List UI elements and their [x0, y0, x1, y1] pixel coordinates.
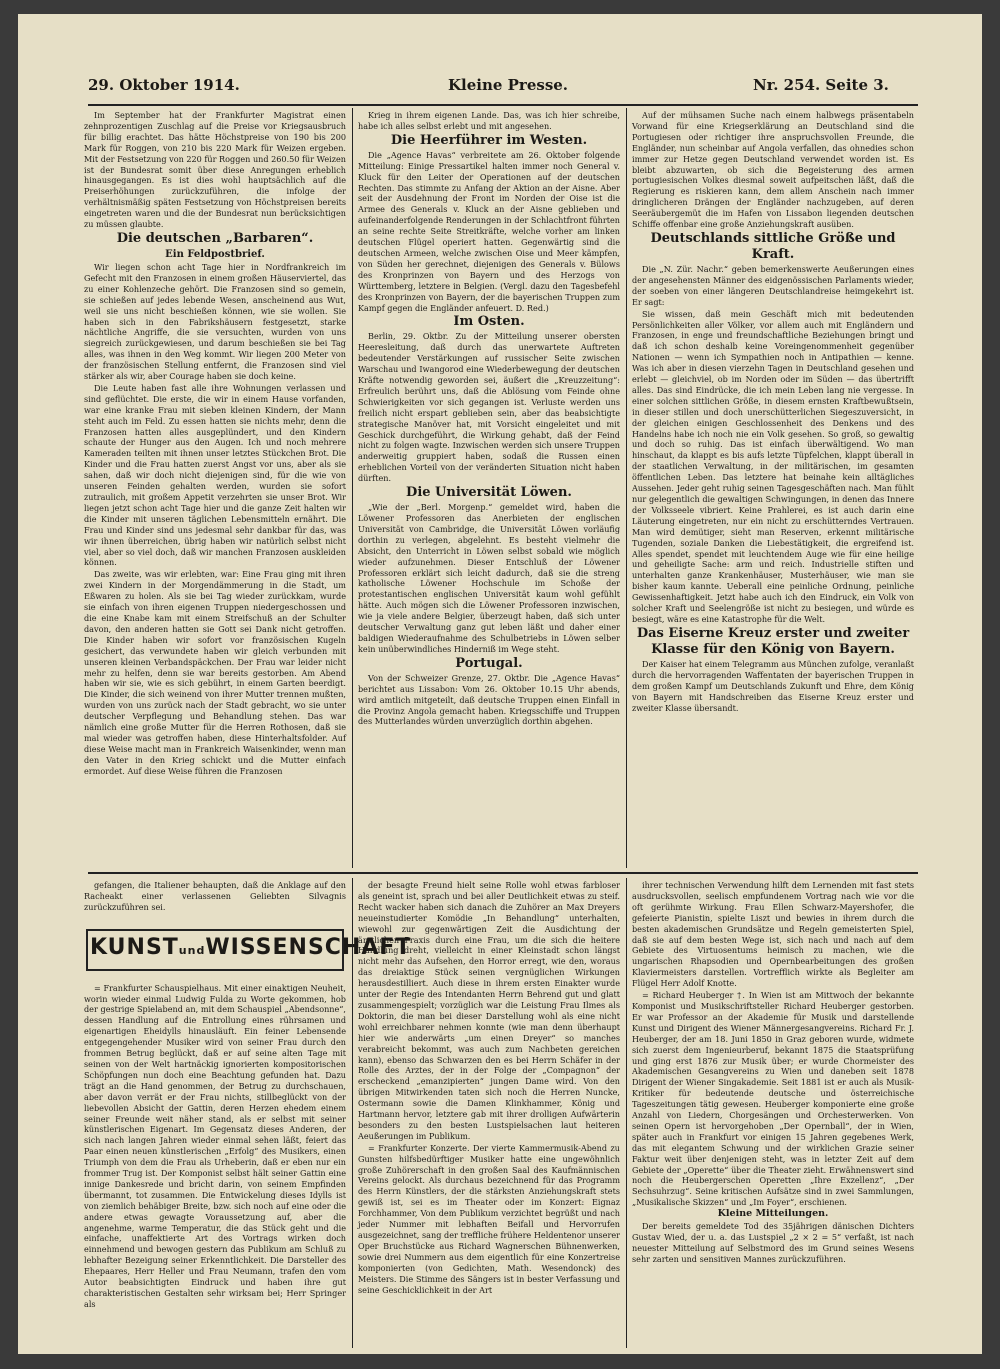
column-2 — [358, 110, 620, 870]
article-text: Auf der mühsamen Suche nach einem halbwegs präsentabeln Vorwand für eine Kriegserklärung an Deutschland sind die Portugiesen oder richtiger ihre anspruchsvollen Freunde, die Engländer, nun scheinbar auf Angola verfallen, das ohnedies schon immer zur Hetze gegen Deutschland verwendet worden ist. Es bleibt abzuwarten, ob sich die Begeisterung des armen portugiesischen Volkes diesmal soweit aufpeitschen läßt, daß die Regierung es riskieren kann, dem allem Anschein nach immer dringlicheren Drängen der Engländer nachzugeben, auf deren Seeräubergemüt die im Hafen von Lissabon liegenden deutschen Schiffe offenbar eine große Anziehungskraft ausüben. — [632, 110, 914, 230]
feuilleton-column-2 — [358, 880, 620, 1350]
article-text: gefangen, die Italiener behaupten, daß die Anklage auf den Racheakt einer verlassenen Geliebten Silvagnis zurückzuführen sei. — [84, 880, 346, 912]
column-divider — [352, 108, 353, 868]
article-text: ihrer technischen Verwendung hilft dem Lernenden mit fast stets ausdrucksvollen, seelisch empfundenem Vortrag nach wie vor die oft gerühmte Wirkung. Frau Ellen Schwarz-Mayershofer, die gefeierte Pianistin, spielte Liszt und bewies in ihrem durch die besten akademischen Grundsätze und Regeln gemeisterten Spiel, daß sie auf dem besten Wege ist, sich nach und nach auf dem Gebiete des Virtuosentums heimisch zu machen, wie die ungarischen Rhapsodien und Opernbearbeitungen des großen Klaviermeisters darstellen. Vortrefflich wirkte als Begleiter am Flügel Herr Adolf Knotte. — [632, 880, 914, 989]
article-title: Die Universität Löwen. — [406, 485, 572, 501]
article-text: „Wie der „Berl. Morgenp.“ gemeldet wird, haben die Löwener Professoren das Anerbieten der englischen Universität von Cambridge, die Universität Löwen vorläufig dorthin zu verlegen, abgelehnt. Es besteht vielmehr die Absicht, den Unterricht in Löwen selbst sobald wie möglich wieder aufzunehmen. Dieser Entschluß der Löwener Professoren erklärt sich leicht dadurch, daß sie die streng katholische Löwener Hochschule im Schoße der protestantischen englischen Universität kaum wohl gefühlt hätte. Auch mögen sich die Löwener Professoren inzwischen, wie ja viele andere Belgier, überzeugt haben, daß sich unter deutscher Verwaltung ganz gut leben läßt und daher einer baldigen Wiederaufnahme des Schulbetriebs in Löwen selber kein unüberwindliches Hinderniß im Wege steht. — [358, 502, 620, 654]
column-1 — [84, 110, 346, 870]
article-text: Von der Schweizer Grenze, 27. Oktbr. Die „Agence Havas“ berichtet aus Lissabon: Vom 26. Oktober 10.15 Uhr abends, wird amtlich mitgeteilt, daß deutsche Truppen einen Einfall in die Provinz Angola gemacht haben. Kriegsschiffe und Truppen des Mutterlandes würden unverzüglich dorthin abgehen. — [358, 672, 620, 727]
article-title: Kleine Mitteilungen. — [717, 1208, 829, 1220]
column-divider — [626, 108, 627, 868]
page-header — [88, 76, 918, 102]
article-text: = Richard Heuberger †. In Wien ist am Mittwoch der bekannte Komponist und Musikschriftsteller Richard Heuberger gestorben. Er war Professor an der Akademie für Musik und darstellende Kunst und Dirigent des Wiener Männergesangvereins. Richard Fr. J. Heuberger, der am 18. Juni 1850 in Graz geboren wurde, widmete sich zuerst dem Ingenieurberuf, bekannt 1875 die Staatsprüfung und ging erst 1876 zur Musik über; er wurde Chormeister des Akademischen Gesangvereins zu Wien und daneben seit 1878 Dirigent der Wiener Singakademie. Seit 1881 ist er auch als Musik-Kritiker für bedeutende deutsche und österreichische Tageszeitungen tätig gewesen. Heuberger komponierte eine große Anzahl von Liedern, Chorgesängen und Orchesterwerken. Von seinen Opern ist hervorgehoben „Der Opernball“, der in Wien, später auch in Frankfurt vor einigen 15 Jahren gegebenes Werk, das mit elegantem Schwung und der wirklichen Grazie seiner Faktur weit über denjenigen steht, was in letzter Zeit auf dem Gebiete der „Operette“ über die Theater zieht. Erwähnenswert sind noch die Heubergerschen Operetten „Ihre Exzellenz“, „Der Sechsuhrzug“. Seine kritischen Aufsätze sind in zwei Sammlungen, „Musikalische Skizzen“ und „Im Foyer“, erschienen. — [632, 990, 914, 1208]
article-text: Der bereits gemeldete Tod des 35jährigen dänischen Dichters Gustav Wied, der u. a. das Lustspiel „2 × 2 = 5“ verfaßt, ist nach neuester Mitteilung auf Selbstmord des im Grund seines Wesens sehr zarten und sensitiven Mannes zurückzuführen. — [632, 1221, 914, 1264]
header-paper-title: Kleine Presse. — [448, 76, 569, 94]
article-text: Sie wissen, daß mein Geschäft mich mit bedeutenden Persönlichkeiten aller Völker, vor allem auch mit Engländern und Franzosen, in enge und freundschaftliche Beziehungen bringt und daß ich schon deshalb keine Voreingenommenheit gegenüber Nationen — wenn ich Sympathien noch in Antipathien — kenne. Was ich aber in diesen vierzehn Tagen in Deutschland gesehen und erlebt — gleichviel, ob im Norden oder im Süden — das übertrifft alles. Das sind Eindrücke, die ich mein Leben lang nie vergesse. In einer solchen sittlichen Größe, in diesem ernsten Kraftbewußtsein, in dieser stillen und doch unerschütterlichen Siegeszuversicht, in der gleichen einigen Geschlossenheit des Denkens und des Handelns habe ich noch nie ein Volk gesehen. So groß, so gewaltig und doch so ruhig. Das ist einfach überwältigend. Wo man hinschaut, da klappt es bis aufs letzte Tüpfelchen, klappt überall in der staatlichen Verwaltung, in der militärischen, im gesamten öffentlichen Leben. Das letztere hat beinahe kein alltägliches Aussehen. Jeder geht ruhig seinen Tagesgeschäften nach. Man fühlt nur gelegentlich die gewaltigen Schwingungen, in denen das Innere der Volksseele vibriert. Keine Prahlerei, es ist auch darin eine Läuterung eingetreten, nur ein nicht zu erschütterndes Vertrauen. Man wird demütiger, sieht man Reserven, erkennt militärische Tugenden, soziale Danken die Liebestätigkeit, die ergreifend ist. Alles spendet, spendet mit leuchtendem Auge wie für eine heilige und geheiligte Sache: arm und reich. Industrielle stiften und unterhalten ganze Krankenhäuser, Musterhäuser, wie man sie bisher kaum kannte. Ueberall eine peinliche Ordnung, peinliche Gewissenhaftigkeit. Jetzt habe auch ich den Eindruck, ein Volk von solcher Kraft und Seelengröße ist nicht zu besiegen, und würde es besiegt, wäre es eine Katastrophe für die Welt. — [632, 308, 914, 624]
article-title: Im Osten. — [453, 314, 525, 330]
feuilleton-column-1 — [84, 880, 412, 1350]
article-text: Der Kaiser hat einem Telegramm aus München zufolge, veranlaßt durch die hervorragenden Waffentaten der bayerischen Truppen in dem großen Kampf um Deutschlands Zukunft und Ehre, dem König von Bayern mit Handschreiben das Eiserne Kreuz erster und zweiter Klasse übersandt. — [632, 658, 914, 713]
header-rule — [88, 104, 918, 106]
article-title: Die Heerführer im Westen. — [390, 132, 588, 148]
article-text: Das zweite, was wir erlebten, war: Eine Frau ging mit ihren zwei Kindern in der Morgendämmerung in die Stadt, um Eßwaren zu holen. Als sie bei Tag wieder zurückkam, wurde sie einfach von ihren eigenen Truppen niedergeschossen und die eine Knabe kam mit einem Streifschuß an der Schulter davon, den anderen hatten sie Gott sei Dank nicht getroffen. Die Kinder haben wir sofort vor französischen Kugeln gesichert, das verwundete haben wir gleich verbunden mit unseren kleinen Verbandspäckchen. Der Frau war leider nicht mehr zu helfen, denn sie war bereits gestorben. Am Abend haben wir sie, wie es sich gebührt, in einem Garten beerdigt. Die Kinder, die sich weinend von ihrer Mutter trennen mußten, wurden von uns zurück nach der Stadt gebracht, wo sie unter deutscher Verpflegung und Behandlung stehen. Das war nämlich eine große Mutter für die Herren Rothosen, daß sie mal wieder was getroffen haben, diese Hinterhaltsfolder. Auf diese Weise macht man in Frankreich Waisenkinder, wenn man den Vater in den Krieg schickt und die Mutter einfach ermordet. Auf diese Weise führen die Franzosen — [84, 569, 346, 776]
article-title: Die deutschen „Barbaren“. — [116, 230, 314, 246]
article-text: = Frankfurter Schauspielhaus. Mit einer einaktigen Neuheit, worin wieder einmal Ludwig Fulda zu Worte gekommen, hob der gestrige Spielabend an, mit dem Schauspiel „Abendsonne“, dessen Handlung auf die Entrollung eines rührsamen und eigenartigen Eheidylls hinausläuft. Ein feiner Lebensende entgegengehender Musiker wird von seiner Frau durch den frommen Betrug beglückt, daß er auf seine alten Tage mit seinen von der Welt hartnäckig ignorierten kompositorischen Schöpfungen nun doch eine Beachtung gefunden hat. Dazu trägt an die Hand genommen, der Betrug zu durchschauen, aber davon verrät er der Frau nichts, stillbeglückt von der liebevollen Absicht der Gattin, deren Herzen ehedem einem seiner Freunde weit näher stand, als er selbst mit seiner künstlerischen Eigenart. Im Gegensatz dieses Anderen, der sich nach langen Jahren wieder einmal sehen läßt, feiert das Paar einen neuen künstlerischen „Erfolg“ des Musikers, einen Triumph von dem die Frau als Urheberin, daß er eben nur ein frommer Trug ist. Der Komponist selbst hält seiner Gattin eine innige Dankesrede und bricht darin, von seinem Empfinden übermannt, tot zusammen. Die Entwickelung dieses Idylls ist von ziemlich behäbiger Breite, bzw. sich noch auf eine oder die andere etwas gewagte Voraussetzung auf, aber die angenehme, warme Temperatur, die das Stück geht und die einfache, unaffektierte Art des Vortrags wirken doch einnehmend und bewogen gestern das Publikum am Schluß zu lebhafter Bezeigung seiner Erkenntlichkeit. Die Darsteller des Ehepaares, Herr Heller und Frau Neumann, trafen den vom Autor beabsichtigten Eindruck und haben ihre gut charakteristischen Gestalten sehr wirksam bei; Herr Springer als — [84, 982, 346, 1309]
article-text: der besagte Freund hielt seine Rolle wohl etwas farbloser als geneint ist, sprach und bei aller Deutlichkeit etwas zu steif. Recht wacker haben sich danach die Zuhörer an Max Dreyers neueinstudierter Komödie „In Behandlung“ unterhalten, wiewohl zur gegenwärtigen Zeit die Ausdichtung der ärztlichen Praxis durch eine Frau, um die sich die heitere Handlung dreht, vielleicht in einer Kleinstadt schon längst nicht mehr das Aufsehen, den Horror erregt, wie den, woraus das dreiaktige Stück seinen vergnüglichen Wirkungen herausdestilliert. Auch diese in ihrem ersten Einakter wurde unter der Regie des Intendanten Herrn Behrend gut und glatt zusammengespielt; vorzüglich war die Leistung Frau Ilmes als Doktorin, die man bei dieser Darstellung wohl als eine nicht wohl erreichbarer nehmen konnte (wie man denn überhaupt hier wie anderwärts „um einen Dreyer“ so manches verabreicht bekommt, was auch zum Nachbeten gereichen kann), ebenso das Schwarzen den es bei Herrn Schäfer in der Rolle des Arztes, der in der Folge der „Compagnon“ der erscheckend „emanzipierten“ jungen Dame wird. Von den übrigen Mitwirkenden taten sich noch die Herren Nuncke, Ostermann sowie die Damen Klinkhammer, König und Hartmann hervor, letztere gab mit ihrer drolligen Aufwärterin besonders zu den besten Lustspielsachen laut heiteren Aeußerungen im Publikum. — [358, 880, 620, 1141]
article-lead: Die „N. Zür. Nachr.“ geben bemerkenswerte Aeußerungen eines der angesehensten Männer des eidgenössischen Parlaments wieder, der soeben von einer längeren Deutschlandreise heimgekehrt ist. Er sagt: — [632, 263, 914, 307]
article-subtitle: Ein Feldpostbrief. — [165, 248, 265, 260]
newspaper-page — [18, 14, 982, 1354]
article-text: Krieg in ihrem eigenen Lande. Das, was ich hier schreibe, habe ich alles selbst erlebt und mit angesehen. — [358, 110, 620, 131]
column-divider — [626, 878, 627, 1348]
article-text: Die „Agence Havas“ verbreitete am 26. Oktober folgende Mitteilung: Einige Pressartikel halten immer noch General v. Kluck für den Leiter der Operationen auf der deutschen Rechten. Das stimmte zu Anfang der Aktion an der Aisne. Aber seit der Ausdehnung der Front im Norden der Oise ist die Armee des Generals v. Kluck an der Aisne geblieben und aufeinanderfolgende Renderungen in der Schlachtfront führten an seine rechte Seite Streitkräfte, welche vorher am linken deutschen Flügel operiert hatten. Gegenwärtig sind die deutschen Armeen, welche zwischen Oise und Meer kämpfen, von Süden her gerechnet, diejenigen des Generals v. Bülows des Kronprinzen von Bayern und des Herzogs von Württemberg, letztere in Belgien. (Vergl. dazu den Tagesbefehl des Kronprinzen von Bayern, der die bayerischen Truppen zum Kampf gegen die Engländer anfeuert. D. Red.) — [358, 149, 620, 313]
article-title: Das Eiserne Kreuz erster und zweiter Klasse für den König von Bayern. — [636, 625, 910, 657]
column-3 — [632, 110, 914, 870]
article-text: Im September hat der Frankfurter Magistrat einen zehnprozentigen Zuschlag auf die Preise vor Kriegsausbruch für billig erachtet. Das hätte Höchstpreise von 190 bis 200 Mark für Roggen, von 210 bis 220 Mark für Weizen ergeben. Mit der Festsetzung von 220 für Roggen und 260.50 für Weizen ist der Bundesrat somit über diese Anregungen erheblich hinausgegangen. Es ist dies wohl hauptsächlich auf die Preiserhöhungen zurückzuführen, die infolge der verhältnismäßig späten Festsetzung von Höchstpreisen bereits eingetreten waren und die der Bundesrat nun berücksichtigen zu müssen glaubte. — [84, 110, 346, 230]
banner-word: KUNST — [90, 934, 179, 960]
header-issue-number: Nr. 254. Seite 3. — [753, 76, 889, 94]
banner-connector: und — [178, 943, 206, 957]
article-title: Deutschlands sittliche Größe und Kraft. — [650, 230, 896, 262]
article-text: Wir liegen schon acht Tage hier in Nordfrankreich im Gefecht mit den Franzosen in einem großen Häuserviertel, das zu einer Kohlenzeche gehört. Die Franzosen sind so gemein, sie schießen auf jedes lebende Wesen, anscheinend aus Wut, weil sie uns nicht beschießen können, wie sie wollen. Sie haben sich in den Fabrikshäusern festgesetzt, starke nächtliche Angriffe, die sie versuchten, wurden von uns siegreich zurückgewiesen, und darum beschießen sie bei Tag alles, was ihnen in den Weg kommt. Wir liegen 200 Meter von der französischen Stellung entfernt, die Franzosen sind viel stärker als wir, aber Courage haben sie doch keine. — [84, 261, 346, 382]
feuilleton-rule — [88, 872, 918, 874]
feuilleton-column-3 — [632, 880, 914, 1350]
header-date: 29. Oktober 1914. — [88, 76, 240, 94]
article-text: Die Leute haben fast alle ihre Wohnungen verlassen und sind geflüchtet. Die erste, die wir in einem Hause vorfanden, war eine kranke Frau mit sieben kleinen Kindern, der Mann steht auch im Feld. Zu essen hatten sie nichts mehr, denn die Franzosen hatten alles ausgeplündert, und den Kindern schaute der Hunger aus den Augen. Ich und noch mehrere Kameraden teilten mit ihnen unser letztes Stückchen Brot. Die Kinder und die Frau hatten zuerst Angst vor uns, aber als sie sahen, daß wir doch nicht diejenigen sind, für die wie von unseren Feinden gehalten werden, wurden sie sofort zutraulich, mit großem Appetit verzehrten sie unser Brot. Wir liegen jetzt schon acht Tage hier und die ganze Zeit halten wir die Kinder mit unseren täglichen Lebensmitteln ernährt. Die Frau und Kinder sind uns jedesmal sehr dankbar für das, was wir ihnen überreichen, übrig haben wir natürlich selbst nicht viel, aber so viel doch, daß wir manchen Franzosen auskleiden können. — [84, 382, 346, 568]
banner-word: WISSENSCHAFT — [205, 934, 412, 960]
article-title: Portugal. — [455, 655, 523, 671]
article-text: Berlin, 29. Oktbr. Zu der Mitteilung unserer obersten Heeresleitung, daß durch das unerwartete Auftreten bedeutender Verstärkungen auf russischer Seite zwischen Warschau und Iwangorod eine Wiederbewegung der deutschen Kräfte notwendig geworden sei, äußert die „Kreuzzeitung“: Erfreulich berührt uns, daß die Ablösung vom Feinde ohne Schwierigkeiten vor sich gegangen ist. Verluste werden uns freilich nicht erspart geblieben sein, aber das beabsichtigte strategische Manöver hat, mit Vorsicht eingeleitet und mit Geschick durchgeführt, die Wirkung gehabt, daß der Feind nicht zu folgen wagte. Inzwischen werden sich unsere Truppen anderweitig gruppiert haben, sodaß die Russen einen erheblichen Vorteil von der veränderten Situation nicht haben dürften. — [358, 331, 620, 484]
article-text: = Frankfurter Konzerte. Der vierte Kammermusik-Abend zu Gunsten hilfsbedürftiger Musiker hatte eine ungewöhnlich große Zuhörerschaft in den großen Saal des Kaufmännischen Vereins gelockt. Als durchaus bezeichnend für das Programm des Herrn Künstlers, der die stärksten Anziehungskraft stets gewiß ist, sei es im Theater oder im Konzert: Eignaz Forchhammer, Von dem Publikum verzichtet begrüßt und nach jeder Nummer mit lebhaften Beifall und Hervorrufen ausgezeichnet, sang der treffliche frühere Heldentenor unserer Oper Bruchstücke aus Richard Wagnerschen Bühnenwerken, sowie drei Nummern aus dem eigentlich für eine Konzertreise komponierten (von Gedichten, Math. Wesendonck) des Meisters. Die Stimme des Sängers ist in bester Verfassung und seine Geschicklichkeit in der Art — [358, 1142, 620, 1295]
section-banner — [86, 929, 412, 971]
